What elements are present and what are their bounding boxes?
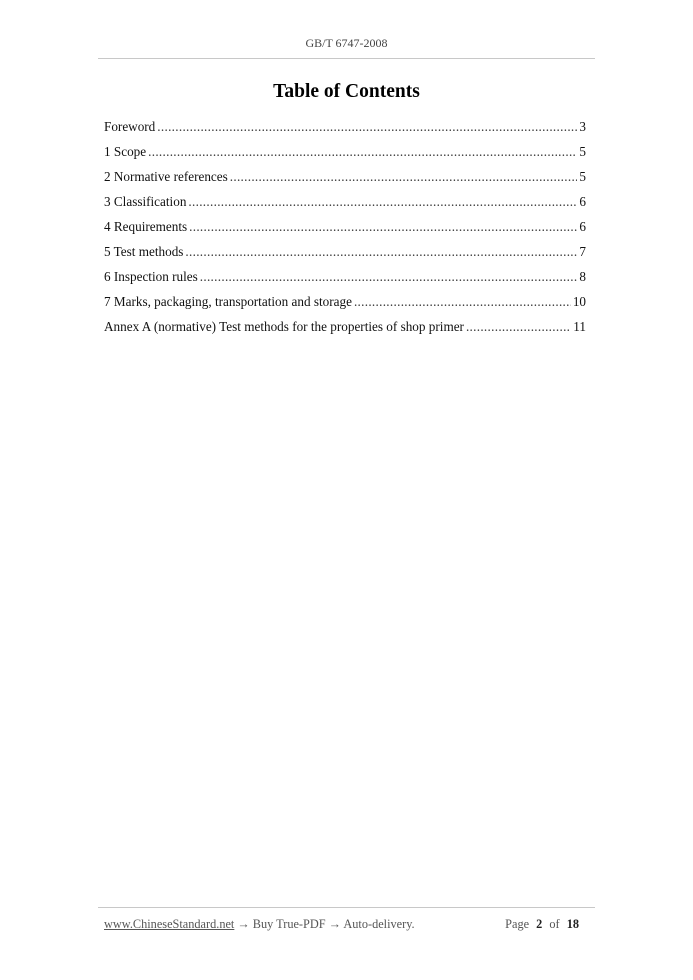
toc-entry-marks-packaging[interactable] (104, 292, 586, 317)
toc-dot-leader (148, 142, 577, 162)
toc-dot-leader (354, 292, 571, 312)
toc-dot-leader (466, 317, 571, 337)
toc-entry-label: 2 Normative references (104, 169, 228, 184)
toc-dot-leader (200, 267, 578, 287)
toc-dot-leader (189, 217, 577, 237)
toc-entry-foreword[interactable] (104, 117, 586, 142)
page-title: Table of Contents (273, 81, 420, 102)
footer-divider (98, 907, 595, 908)
toc-entry-page: 6 (579, 219, 586, 234)
footer-buy-text: Buy True-PDF (252, 917, 326, 931)
toc-dot-leader (185, 242, 577, 262)
toc-entry-normative-references[interactable] (104, 167, 586, 192)
toc-entry-classification[interactable] (104, 192, 586, 217)
running-header: GB/T 6747-2008 (305, 36, 388, 50)
toc-entry-page: 3 (579, 119, 586, 134)
toc-entry-scope[interactable] (104, 142, 586, 167)
of-word: of (549, 917, 560, 931)
footer-promo (104, 917, 415, 932)
toc-entry-page: 7 (579, 244, 586, 259)
toc-entry-label: 5 Test methods (104, 244, 184, 259)
toc-entry-page: 10 (572, 294, 586, 309)
toc-dot-leader (188, 192, 577, 212)
arrow-right-icon: → (328, 917, 341, 931)
toc-entry-label: 4 Requirements (104, 219, 188, 234)
toc-entry-page: 8 (579, 269, 586, 284)
toc-entry-label: Foreword (104, 119, 156, 134)
toc-entry-requirements[interactable] (104, 217, 586, 242)
page-indicator (505, 917, 583, 932)
toc-entry-inspection-rules[interactable] (104, 267, 586, 292)
site-link[interactable]: www.ChineseStandard.net (104, 917, 235, 931)
toc-dot-leader (230, 167, 578, 187)
header-divider (98, 58, 595, 59)
arrow-right-icon: → (237, 917, 250, 931)
toc-entry-label: 3 Classification (104, 194, 187, 209)
toc-entry-test-methods[interactable] (104, 242, 586, 267)
page-word: Page (505, 917, 530, 931)
toc-entry-label: 6 Inspection rules (104, 269, 198, 284)
toc-entry-annex-a[interactable] (104, 317, 586, 342)
table-of-contents (104, 117, 586, 342)
toc-entry-label: 7 Marks, packaging, transportation and storage (104, 294, 352, 309)
toc-dot-leader (157, 117, 577, 137)
toc-entry-label: Annex A (normative) Test methods for the properties of shop primer (104, 319, 464, 334)
toc-entry-page: 5 (579, 144, 586, 159)
toc-entry-page: 6 (579, 194, 586, 209)
page-total: 18 (566, 917, 579, 931)
toc-entry-page: 5 (579, 169, 586, 184)
toc-entry-page: 11 (573, 319, 586, 334)
toc-entry-label: 1 Scope (104, 144, 147, 159)
page-current: 2 (536, 917, 543, 931)
footer-delivery-text: Auto-delivery. (343, 917, 415, 931)
